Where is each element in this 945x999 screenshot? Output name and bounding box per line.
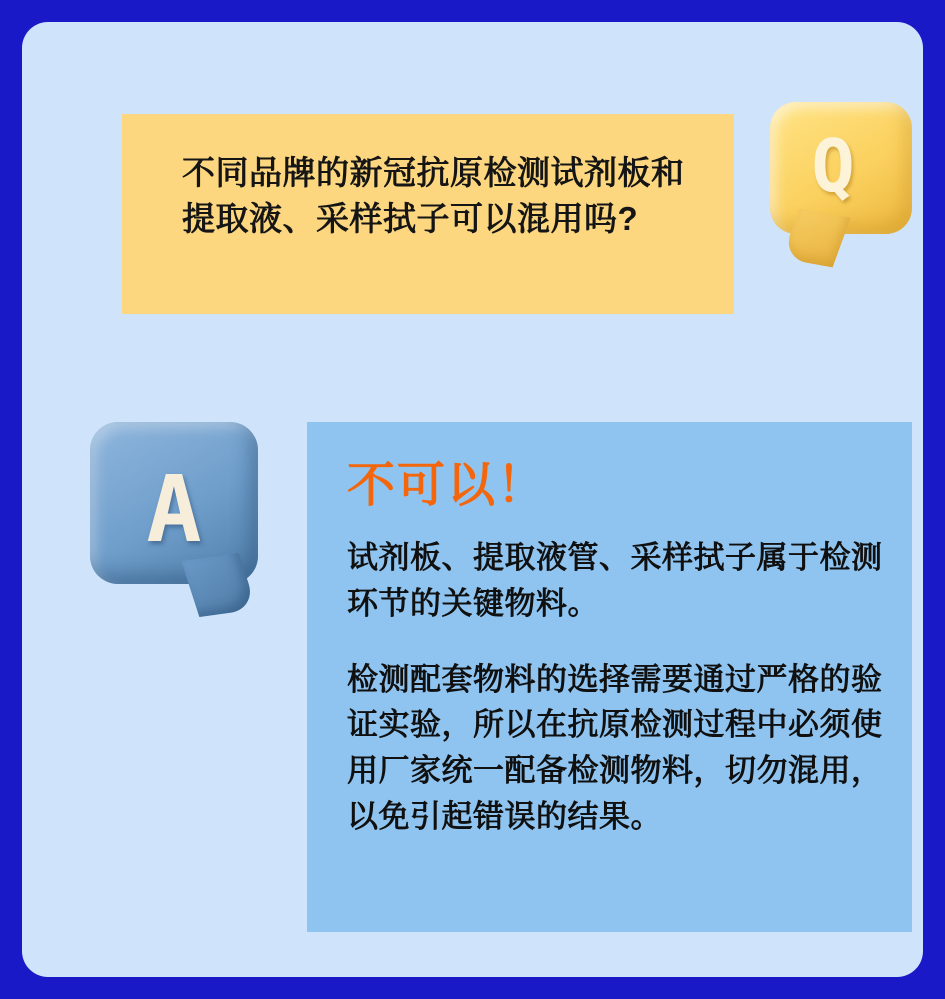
answer-paragraph-1: 试剂板、提取液管、采样拭子属于检测环节的关键物料。 xyxy=(347,539,883,621)
q-letter: Q xyxy=(811,124,855,208)
question-block xyxy=(122,94,892,334)
question-text: 不同品牌的新冠抗原检测试剂板和提取液、采样拭子可以混用吗? xyxy=(182,154,685,237)
question-bubble xyxy=(122,114,734,314)
answer-headline: 不可以！ xyxy=(347,459,548,512)
poster-card xyxy=(22,22,923,977)
a-speech-bubble-icon xyxy=(82,414,272,644)
answer-paragraph-2: 检测配套物料的选择需要通过严格的验证实验，所以在抗原检测过程中必须使用厂家统一配备检测物料，切勿混用，以免引起错误的结果。 xyxy=(347,661,883,835)
q-speech-bubble-icon xyxy=(762,94,920,284)
a-letter: A xyxy=(146,455,202,563)
answer-bubble xyxy=(307,422,912,932)
